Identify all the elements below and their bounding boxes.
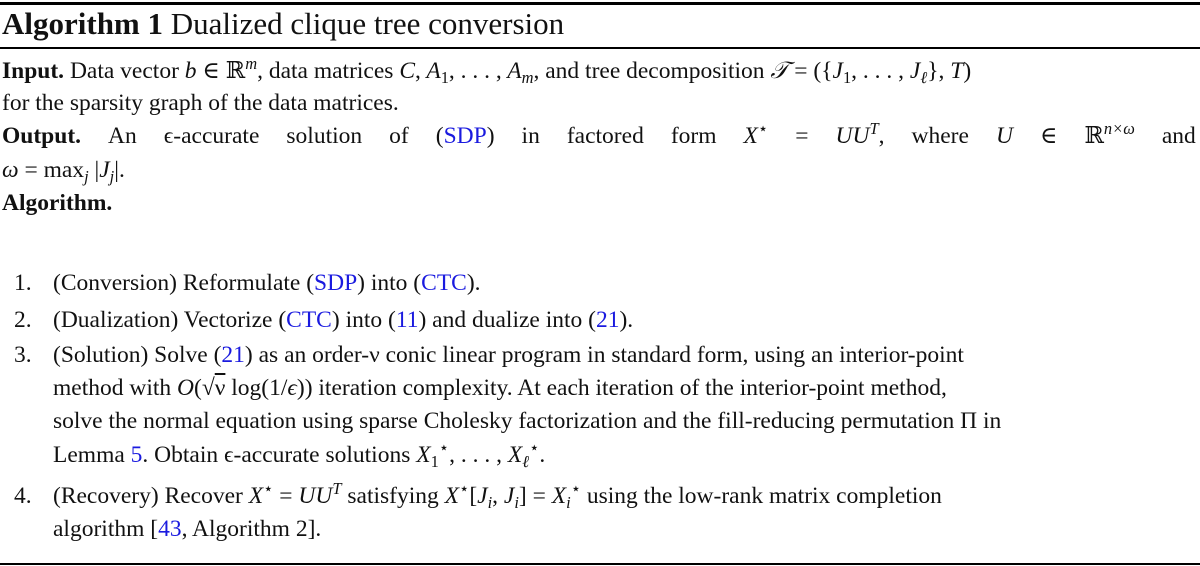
step-3-line-2 — [53, 373, 1196, 403]
step-1 — [53, 268, 1196, 298]
step-3-line-1 — [53, 340, 1196, 370]
output-word: in — [521, 123, 540, 149]
input-text: , and tree decomposition — [533, 58, 765, 84]
math-complexity: O(√ν log(1/ϵ)) — [177, 375, 313, 401]
input-line-2 — [2, 88, 1196, 118]
ref-ctc-link[interactable]: CTC — [286, 307, 332, 333]
math-omega-def: $\omega = \max_j |J_j|$ — [2, 157, 119, 186]
step-text: ). — [619, 307, 634, 333]
step-number: 4. — [14, 483, 32, 509]
header-rule — [0, 47, 1200, 49]
step-number: 3. — [14, 342, 32, 368]
step-text: (Solution) Solve ( — [53, 342, 222, 368]
step-text: ) and dualize into ( — [418, 307, 596, 333]
step-text: ) into ( — [331, 307, 396, 333]
algorithm-label: Algorithm 1 — [2, 6, 164, 41]
input-text: for the sparsity graph of the data matrices. — [2, 90, 399, 116]
output-text: . — [118, 157, 125, 183]
math-block-constraint: $X^⋆[J_i$, $J_i] = X_i^⋆$ — [444, 478, 581, 512]
step-text: (Conversion) Reformulate ( — [53, 270, 315, 296]
math-solutions: $X_1^⋆$, . . . , $X_\ell^⋆$. — [416, 437, 546, 471]
math-data-matrices: C, $A_1$, . . . , $A_m$ — [399, 58, 534, 87]
step-text: (Dualization) Vectorize ( — [53, 307, 287, 333]
input-text: , data matrices — [257, 58, 394, 84]
step-number: 1. — [14, 270, 32, 296]
ref-lemma-5-link[interactable]: 5 — [130, 442, 143, 468]
output-label: Output. — [2, 123, 82, 149]
math-recover-x: $X^⋆ = UU^T$ — [248, 478, 342, 509]
step-number: 2. — [14, 307, 32, 333]
ref-ctc-link[interactable]: CTC — [421, 270, 467, 296]
step-text: . Obtain ϵ-accurate solutions — [142, 442, 411, 468]
ref-sdp-link[interactable]: SDP — [443, 123, 487, 149]
step-text: solve the normal equation using sparse Cholesky factorization and the fill-reducing permutation Π in — [53, 408, 1002, 434]
math-b-in-rm: b ∈ ℝ$^m$ — [184, 53, 258, 84]
output-word: factored — [566, 123, 644, 149]
step-3-line-3 — [53, 406, 1196, 436]
input-line-1 — [2, 53, 1196, 87]
step-text: ). — [466, 270, 481, 296]
output-word: form — [670, 123, 717, 149]
step-text: using the low-rank matrix completion — [586, 483, 942, 509]
algorithm-name: Dualized clique tree conversion — [170, 6, 565, 41]
input-text: Data vector — [69, 58, 179, 84]
math-tree-decomposition: 𝒯 = ({$J_1$, . . . , $J_\ell$}, T) — [770, 58, 972, 87]
step-text: method with — [53, 375, 172, 401]
step-2 — [53, 305, 1196, 335]
algorithm-label-text: Algorithm. — [2, 190, 113, 216]
step-text: iteration complexity. At each iteration of the interior-point method, — [318, 375, 947, 401]
ref-sdp-link[interactable]: SDP — [314, 270, 358, 296]
math-x-star: X⋆ — [743, 118, 769, 149]
step-text: satisfying — [347, 483, 439, 509]
ref-citation-43-link[interactable]: 43 — [158, 516, 182, 542]
step-text: (Recovery) Recover — [53, 483, 243, 509]
step-text: ) as an order-ν conic linear program in standard form, using an interior-point — [244, 342, 964, 368]
step-3-line-4 — [53, 437, 1196, 471]
input-label: Input. — [2, 58, 65, 84]
step-4-line-1 — [53, 478, 1196, 512]
math-r-n-omega: ℝ$^{n\times\omega}$ — [1084, 118, 1135, 149]
algorithm-section-label — [2, 188, 1196, 218]
step-text: Lemma — [53, 442, 125, 468]
output-word: ϵ-accurate — [163, 123, 260, 149]
output-word: and — [1161, 123, 1196, 149]
bottom-rule — [0, 563, 1200, 565]
step-text: , Algorithm 2]. — [181, 516, 322, 542]
step-4-line-2 — [53, 514, 1196, 544]
ref-eq-21-link[interactable]: 21 — [221, 342, 245, 368]
output-word: where — [911, 123, 969, 149]
ref-eq-11-link[interactable]: 11 — [395, 307, 419, 333]
output-word: solution — [286, 123, 363, 149]
output-word: An — [108, 123, 137, 149]
ref-eq-21-link[interactable]: 21 — [595, 307, 620, 333]
algorithm-title — [2, 4, 564, 44]
output-line-2 — [2, 155, 1196, 185]
output-line-1: Output. An ϵ-accurate solution of (SDP) in factored form X⋆ = $UU^T$, where U ∈ ℝ$^{n\times\omega}$ and — [2, 118, 1196, 149]
math-uut: $UU^T$, — [835, 118, 885, 149]
output-word: of — [389, 123, 409, 149]
step-text: algorithm [ — [53, 516, 159, 542]
step-text: ) into ( — [357, 270, 422, 296]
